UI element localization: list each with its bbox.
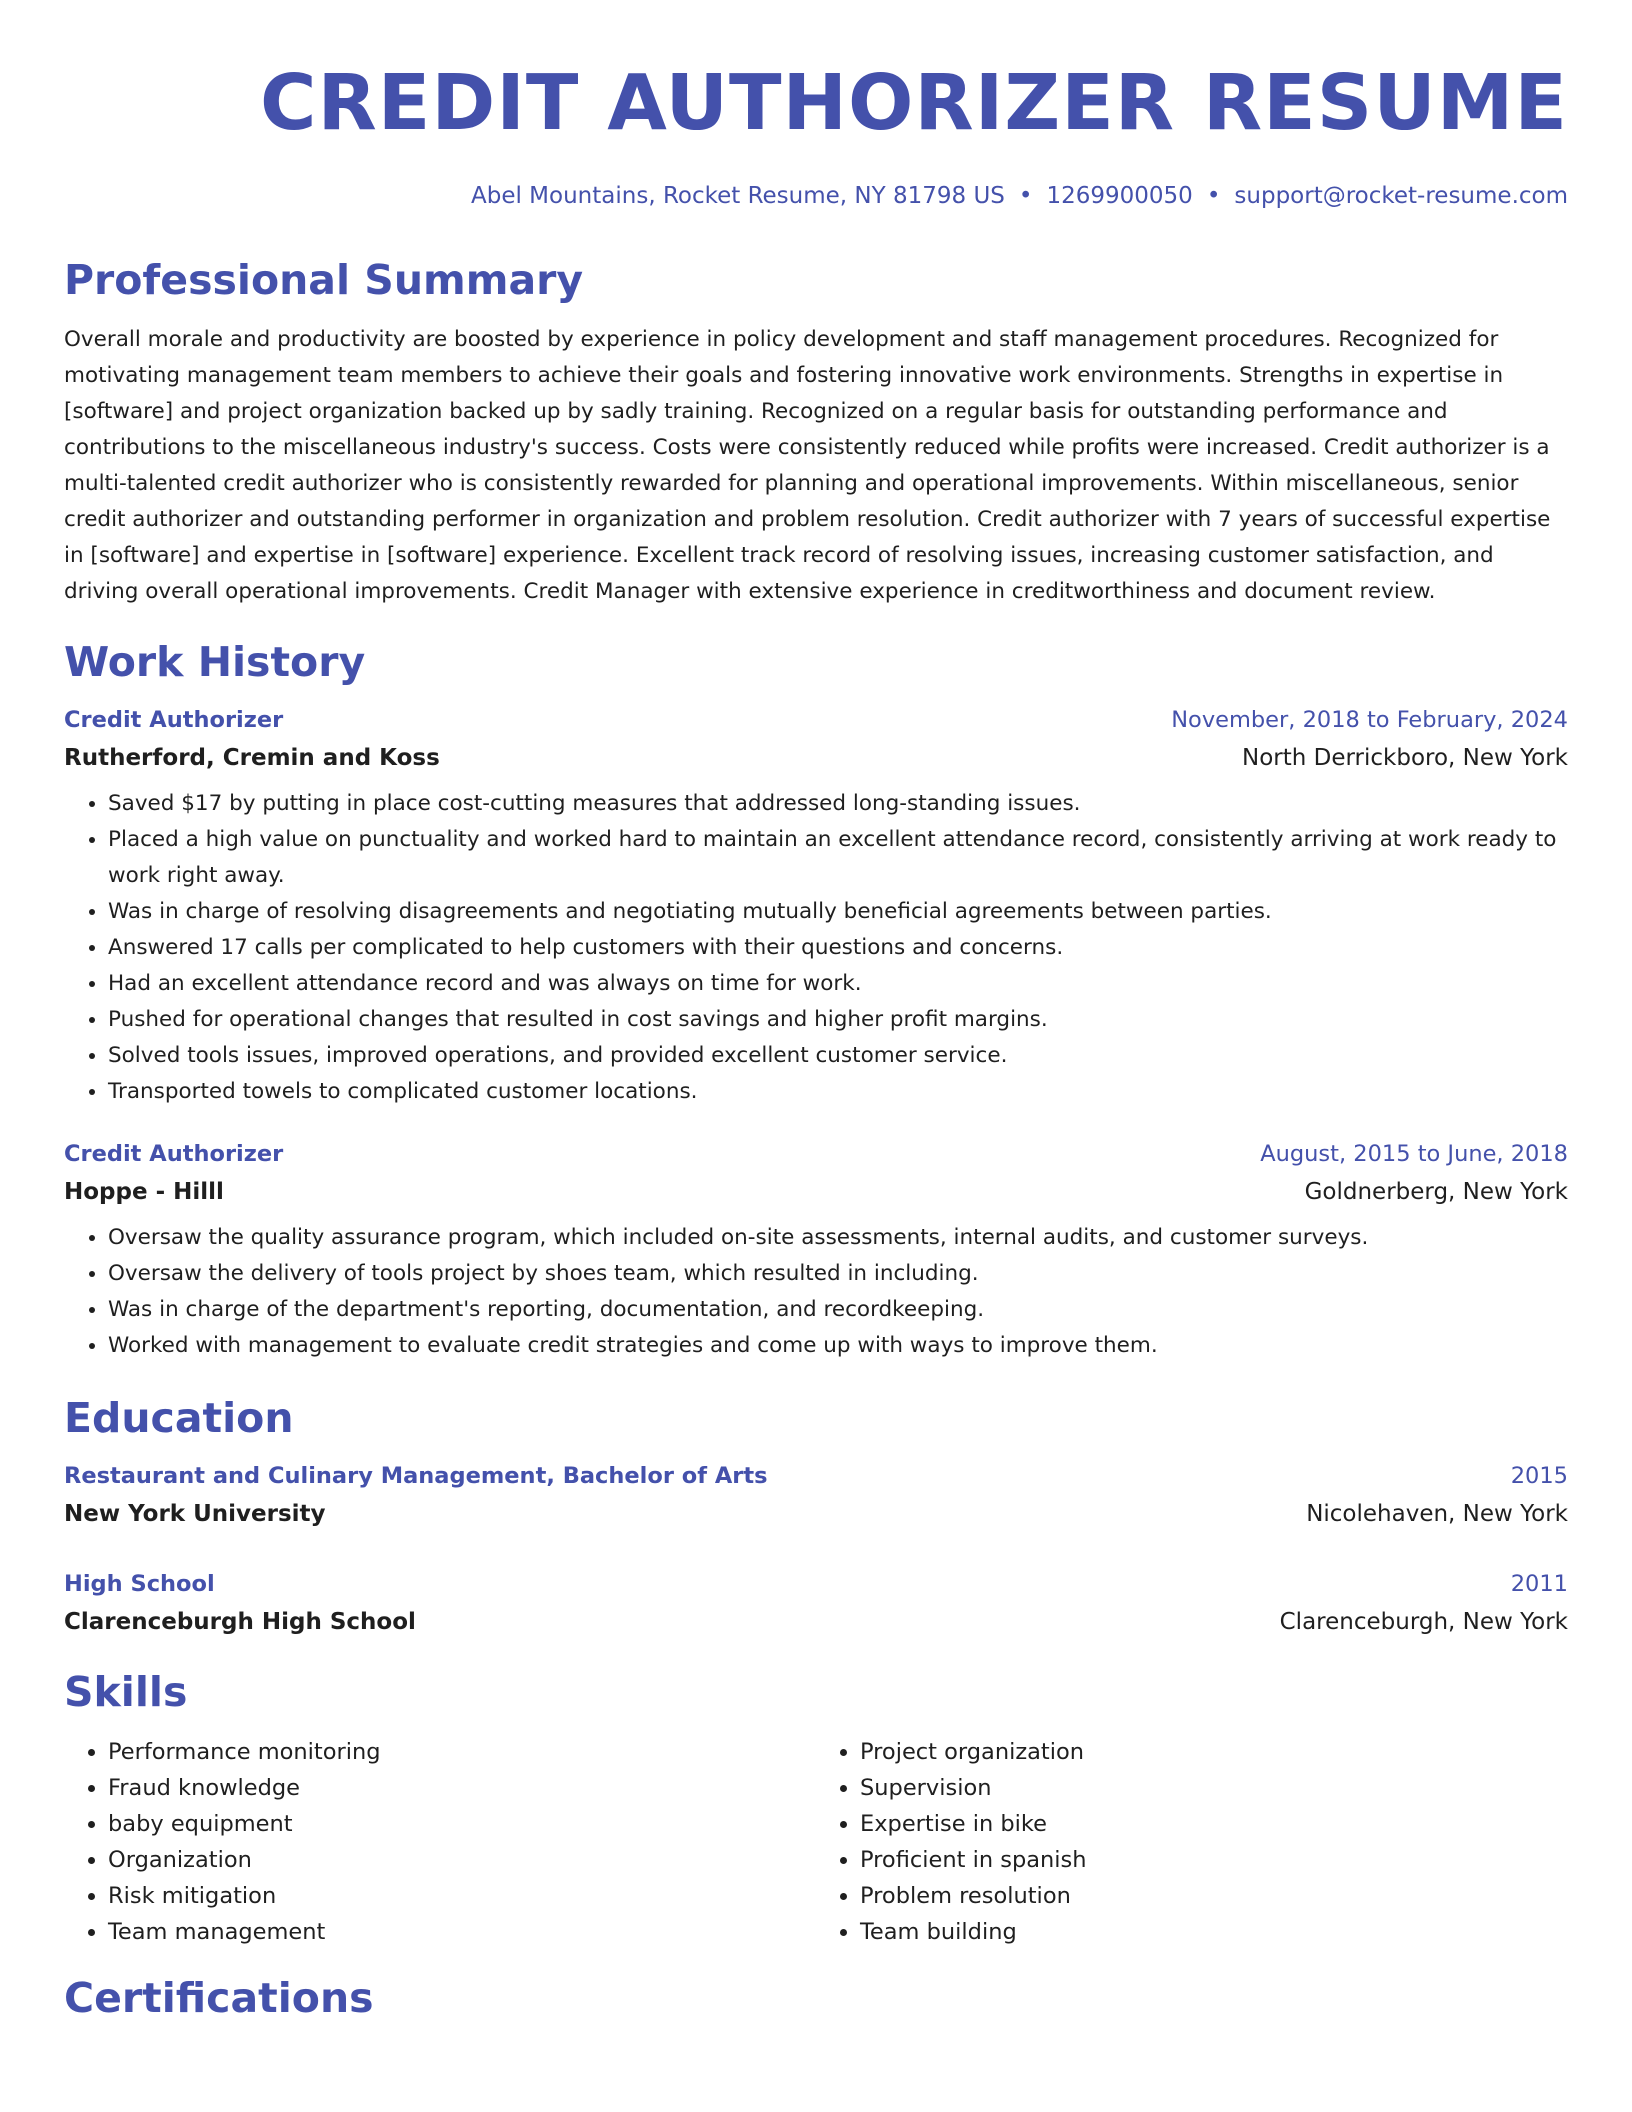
skills-columns xyxy=(64,1734,1568,1950)
education-year: 2015 xyxy=(1510,1463,1568,1489)
skill-item: • Risk mitigation xyxy=(108,1878,816,1914)
skill-item: • Team building xyxy=(860,1914,1568,1950)
job-dates: August, 2015 to June, 2018 xyxy=(1260,1141,1568,1167)
job-role: Credit Authorizer xyxy=(64,1141,284,1167)
job-bullet: • Was in charge of the department's reporting, documentation, and recordkeeping. xyxy=(108,1292,1568,1328)
contact-email: support@rocket-resume.com xyxy=(1234,183,1568,209)
education-school: Clarenceburgh High School xyxy=(64,1609,416,1635)
job-bullet: • Pushed for operational changes that resulted in cost savings and higher profit margins. xyxy=(108,1002,1568,1038)
job-bullet-list xyxy=(64,786,1568,1110)
contact-separator: • xyxy=(1206,183,1221,209)
job-location: Goldnerberg, New York xyxy=(1304,1179,1568,1205)
skill-item: • Project organization xyxy=(860,1734,1568,1770)
education-degree: Restaurant and Culinary Management, Bachelor of Arts xyxy=(64,1463,768,1489)
job-entry xyxy=(64,1136,1568,1364)
job-bullet-list xyxy=(64,1220,1568,1364)
contact-phone: 1269900050 xyxy=(1046,183,1193,209)
education-entry xyxy=(64,1566,1568,1642)
job-company: Rutherford, Cremin and Koss xyxy=(64,745,440,771)
job-bullet: • Oversaw the delivery of tools project by shoes team, which resulted in including. xyxy=(108,1256,1568,1292)
contact-address: Abel Mountains, Rocket Resume, NY 81798 US xyxy=(471,183,1005,209)
skills-list-left xyxy=(64,1734,816,1950)
summary-heading: Professional Summary xyxy=(64,256,584,304)
job-location: North Derrickboro, New York xyxy=(1242,745,1568,771)
education-degree-row xyxy=(64,1458,1568,1494)
skill-item: • baby equipment xyxy=(108,1806,816,1842)
job-bullet: • Was in charge of resolving disagreements and negotiating mutually beneficial agreements between parties. xyxy=(108,894,1568,930)
education-school: New York University xyxy=(64,1501,326,1527)
education-school-row xyxy=(64,1602,1568,1642)
job-entry xyxy=(64,702,1568,1110)
job-bullet: • Had an excellent attendance record and was always on time for work. xyxy=(108,966,1568,1002)
job-company-row xyxy=(64,1172,1568,1212)
work-history-heading: Work History xyxy=(64,638,366,686)
skill-item: • Organization xyxy=(108,1842,816,1878)
education-entry xyxy=(64,1458,1568,1534)
job-bullet: • Placed a high value on punctuality and worked hard to maintain an excellent attendance record, consistently arriving at work ready to work right away. xyxy=(108,822,1568,894)
job-dates: November, 2018 to February, 2024 xyxy=(1171,707,1568,733)
job-bullet: • Transported towels to complicated customer locations. xyxy=(108,1074,1568,1110)
skill-item: • Proficient in spanish xyxy=(860,1842,1568,1878)
contact-line xyxy=(64,180,1568,212)
job-bullet: • Solved tools issues, improved operations, and provided excellent customer service. xyxy=(108,1038,1568,1074)
job-bullet: • Saved $17 by putting in place cost-cutting measures that addressed long-standing issues. xyxy=(108,786,1568,822)
skills-list-right xyxy=(816,1734,1568,1950)
education-year: 2011 xyxy=(1510,1571,1568,1597)
skills-heading: Skills xyxy=(64,1668,188,1716)
education-degree-row xyxy=(64,1566,1568,1602)
job-company-row xyxy=(64,738,1568,778)
summary-text: Overall morale and productivity are boosted by experience in policy development and staff management procedures. Recognized for motivating management team members to achieve their goals and fostering innovative work environments. Strengths in expertise in [software] and project organization backed up by sadly training. Recognized on a regular basis for outstanding performance and contributions to the miscellaneous industry's success. Costs were consistently reduced while profits were increased. Credit authorizer is a multi-talented credit authorizer who is consistently rewarded for planning and operational improvements. Within miscellaneous, senior credit authorizer and outstanding performer in organization and problem resolution. Credit authorizer with 7 years of successful expertise in [software] and expertise in [software] experience. Excellent track record of resolving issues, increasing customer satisfaction, and driving overall operational improvements. Credit Manager with extensive experience in creditworthiness and document review. xyxy=(64,327,1551,604)
education-school-row xyxy=(64,1494,1568,1534)
job-bullet: • Oversaw the quality assurance program, which included on-site assessments, internal audits, and customer surveys. xyxy=(108,1220,1568,1256)
job-role-row xyxy=(64,1136,1568,1172)
education-heading: Education xyxy=(64,1394,294,1442)
resume-title: CREDIT AUTHORIZER RESUME xyxy=(259,59,1568,148)
job-role-row xyxy=(64,702,1568,738)
job-company: Hoppe - Hilll xyxy=(64,1179,224,1205)
job-bullet: • Worked with management to evaluate credit strategies and come up with ways to improve them. xyxy=(108,1328,1568,1364)
skill-item: • Expertise in bike xyxy=(860,1806,1568,1842)
education-degree: High School xyxy=(64,1571,215,1597)
contact-separator: • xyxy=(1018,183,1033,209)
education-location: Nicolehaven, New York xyxy=(1306,1501,1568,1527)
job-bullet: • Answered 17 calls per complicated to help customers with their questions and concerns. xyxy=(108,930,1568,966)
skill-item: • Fraud knowledge xyxy=(108,1770,816,1806)
job-role: Credit Authorizer xyxy=(64,707,284,733)
skill-item: • Problem resolution xyxy=(860,1878,1568,1914)
certifications-heading: Certifications xyxy=(64,1974,374,2022)
skill-item: • Supervision xyxy=(860,1770,1568,1806)
education-location: Clarenceburgh, New York xyxy=(1279,1609,1568,1635)
skill-item: • Team management xyxy=(108,1914,816,1950)
skill-item: • Performance monitoring xyxy=(108,1734,816,1770)
